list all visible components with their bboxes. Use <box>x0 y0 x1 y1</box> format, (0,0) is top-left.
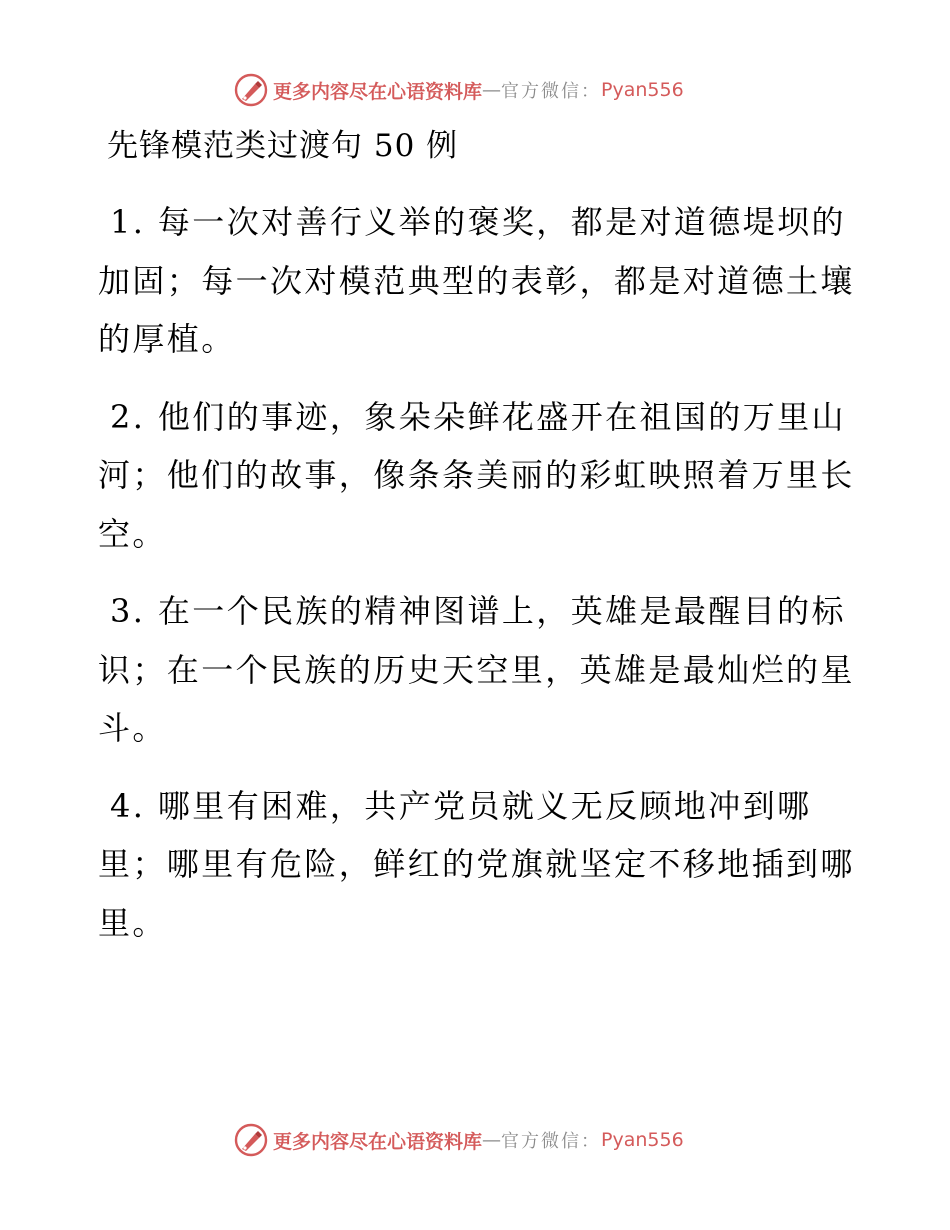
banner-main-text: 更多内容尽在心语资料库 <box>273 1130 483 1153</box>
paragraph-4: 4. 哪里有困难，共产党员就义无反顾地冲到哪里；哪里有危险，鲜红的党旗就坚定不移地插到哪里。 <box>98 786 855 942</box>
banner-dash: — <box>482 79 502 101</box>
banner-wechat-id: Pyan556 <box>601 1129 684 1151</box>
banner-sub-label: 官方微信： <box>501 81 602 102</box>
paragraph-2: 2. 他们的事迹，象朵朵鲜花盛开在祖国的万里山河；他们的故事，像条条美丽的彩虹映照着万里长空。 <box>98 397 855 553</box>
pen-logo-icon <box>233 1122 269 1158</box>
banner-wechat-id: Pyan556 <box>601 79 684 101</box>
banner-dash: — <box>482 1129 502 1151</box>
document-title: 先锋模范类过渡句 50 例 <box>107 128 459 164</box>
paragraph-1: 1. 每一次对善行义举的褒奖，都是对道德堤坝的加固；每一次对模范典型的表彰，都是对道德土壤的厚植。 <box>98 203 855 358</box>
paragraph-list <box>98 193 858 971</box>
footer-banner <box>233 1122 684 1158</box>
pen-logo-icon <box>233 72 269 108</box>
header-banner <box>233 72 684 108</box>
banner-sub-label: 官方微信： <box>501 1131 602 1152</box>
paragraph-3: 3. 在一个民族的精神图谱上，英雄是最醒目的标识；在一个民族的历史天空里，英雄是最灿烂的星斗。 <box>98 592 855 747</box>
banner-main-text: 更多内容尽在心语资料库 <box>273 80 483 103</box>
